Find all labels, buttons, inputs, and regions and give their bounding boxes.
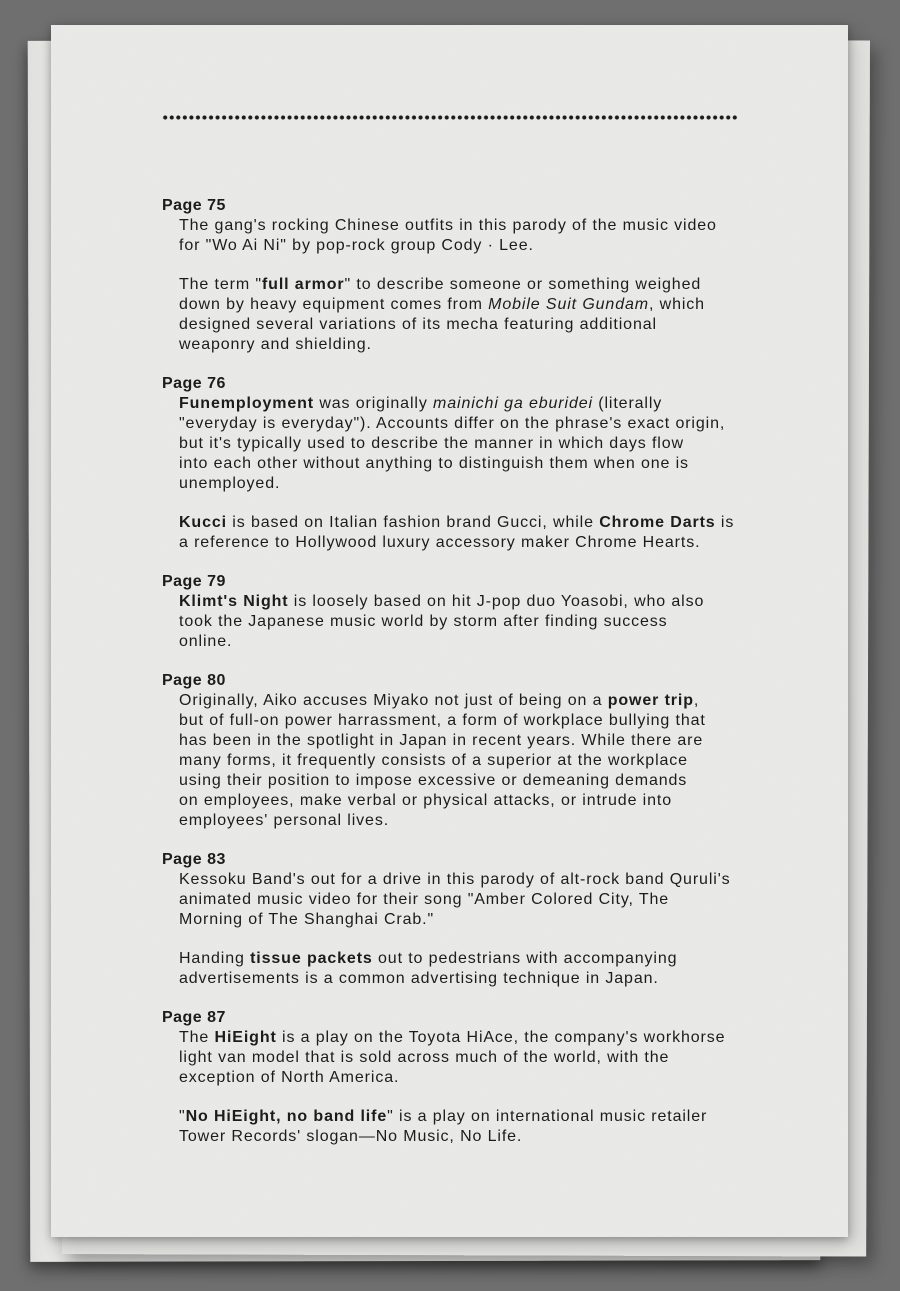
page-heading: Page 87 [162, 1009, 226, 1026]
text-segment: was originally [314, 395, 434, 412]
text-line [179, 414, 782, 434]
note-paragraph [179, 949, 782, 989]
page-heading: Page 79 [162, 573, 226, 590]
text-line [179, 513, 782, 533]
dotted-divider [162, 114, 739, 121]
text-segment: took the Japanese music world by storm after finding success [179, 613, 668, 630]
text-segment: mainichi ga eburidei [433, 395, 593, 412]
note-paragraph [179, 592, 782, 652]
text-segment: but it's typically used to describe the manner in which days flow [179, 435, 684, 452]
text-segment: for "Wo Ai Ni" by pop-rock group Cody · Lee. [179, 237, 534, 254]
text-line [179, 1107, 782, 1127]
text-line [179, 1028, 782, 1048]
text-line [179, 731, 782, 751]
text-segment: Originally, Aiko accuses Miyako not just of being on a [179, 692, 608, 709]
text-segment: , which [648, 296, 705, 313]
text-segment: is a play on the Toyota HiAce, the company's workhorse [276, 1029, 726, 1046]
text-segment: (literally [592, 395, 663, 412]
note-paragraph [179, 1107, 782, 1147]
text-segment: Tower Records' slogan—No Music, No Life. [179, 1128, 523, 1145]
text-segment: " [179, 1108, 186, 1125]
text-segment: , [693, 692, 700, 709]
text-segment: designed several variations of its mecha featuring additional [179, 316, 657, 333]
text-segment: Mobile Suit Gundam [488, 296, 649, 313]
note-section [162, 374, 782, 553]
text-segment: power trip [607, 692, 694, 709]
page-heading: Page 83 [162, 851, 226, 868]
text-line [179, 632, 782, 652]
text-line [179, 394, 782, 414]
page-heading: Page 80 [162, 672, 226, 689]
text-line [179, 236, 782, 256]
text-segment: using their position to impose excessive or demeaning demands [179, 772, 688, 789]
text-segment: online. [179, 633, 233, 650]
page-heading: Page 75 [162, 197, 226, 214]
text-segment: down by heavy equipment comes from [179, 296, 489, 313]
text-line [179, 751, 782, 771]
text-line [179, 870, 782, 890]
note-paragraph [179, 513, 782, 553]
note-paragraph [179, 1028, 782, 1088]
text-line [179, 315, 782, 335]
text-line [179, 969, 782, 989]
text-segment: on employees, make verbal or physical attacks, or intrude into [179, 792, 672, 809]
text-line [179, 711, 782, 731]
text-segment: many forms, it frequently consists of a superior at the workplace [179, 752, 688, 769]
text-line [179, 1068, 782, 1088]
text-segment: full armor [261, 276, 345, 293]
text-segment: into each other without anything to distinguish them when one is [179, 455, 689, 472]
note-paragraph [179, 394, 782, 494]
text-segment: Kucci [179, 514, 227, 531]
text-segment: is loosely based on hit J-pop duo Yoasobi, who also [288, 593, 705, 610]
text-line [179, 533, 782, 553]
text-line [179, 949, 782, 969]
text-line [179, 910, 782, 930]
note-section [162, 572, 782, 652]
note-paragraph [179, 275, 782, 355]
text-segment: Kessoku Band's out for a drive in this parody of alt-rock band Quruli's [179, 871, 731, 888]
text-line [179, 791, 782, 811]
note-paragraph [179, 691, 782, 831]
text-line [179, 592, 782, 612]
text-segment: exception of North America. [179, 1069, 400, 1086]
text-line [179, 691, 782, 711]
note-section [162, 671, 782, 831]
text-segment: The [179, 1029, 215, 1046]
text-line [179, 811, 782, 831]
text-segment: HiEight [214, 1029, 277, 1046]
note-paragraph [179, 870, 782, 930]
text-segment: The gang's rocking Chinese outfits in this parody of the music video [179, 217, 717, 234]
text-segment: is [715, 514, 735, 531]
text-line [179, 335, 782, 355]
text-line [179, 434, 782, 454]
text-segment: tissue packets [250, 950, 373, 967]
note-paragraph [179, 216, 782, 256]
note-section [162, 196, 782, 355]
note-section [162, 850, 782, 989]
text-segment: animated music video for their song "Amber Colored City, The [179, 891, 670, 908]
text-line [179, 771, 782, 791]
text-line [179, 1048, 782, 1068]
text-line [179, 1127, 782, 1147]
text-segment: unemployed. [179, 475, 281, 492]
text-segment: is based on Italian fashion brand Gucci, while [226, 514, 600, 531]
note-section [162, 1008, 782, 1147]
text-line [179, 216, 782, 236]
text-line [179, 275, 782, 295]
text-segment: Chrome Darts [599, 514, 716, 531]
text-segment: light van model that is sold across much of the world, with the [179, 1049, 670, 1066]
text-segment: out to pedestrians with accompanying [372, 950, 678, 967]
text-line [179, 612, 782, 632]
text-segment: Morning of The Shanghai Crab." [179, 911, 435, 928]
text-segment: " to describe someone or something weighed [344, 276, 702, 293]
text-segment: Handing [179, 950, 251, 967]
text-segment: but of full-on power harrassment, a form of workplace bullying that [179, 712, 706, 729]
text-line [179, 890, 782, 910]
text-segment: Klimt's Night [179, 593, 289, 610]
text-line [179, 454, 782, 474]
text-segment: has been in the spotlight in Japan in recent years. While there are [179, 732, 704, 749]
notes-content [162, 196, 782, 1147]
text-segment: advertisements is a common advertising technique in Japan. [179, 970, 659, 987]
text-segment: Funemployment [179, 395, 315, 412]
text-segment: " is a play on international music retailer [387, 1108, 708, 1125]
text-segment: employees' personal lives. [179, 812, 390, 829]
text-segment: a reference to Hollywood luxury accessory maker Chrome Hearts. [179, 534, 701, 551]
text-segment: weaponry and shielding. [179, 336, 372, 353]
paper-sheet-main [51, 25, 848, 1237]
text-segment: The term " [179, 276, 262, 293]
text-segment: No HiEight, no band life [185, 1108, 388, 1125]
text-line [179, 474, 782, 494]
text-line [179, 295, 782, 315]
text-segment: "everyday is everyday"). Accounts differ on the phrase's exact origin, [179, 415, 726, 432]
page-heading: Page 76 [162, 375, 226, 392]
